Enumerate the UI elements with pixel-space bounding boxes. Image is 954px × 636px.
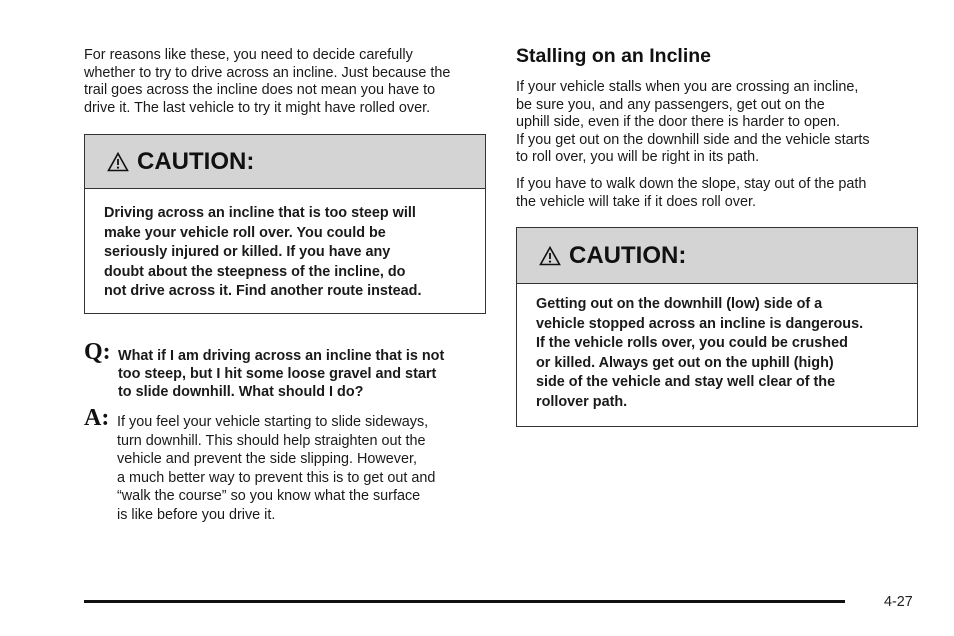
caution-box-downhill-exit — [516, 227, 918, 427]
section-heading: Stalling on an Incline — [516, 45, 712, 67]
answer-marker: A: — [84, 405, 110, 431]
stall-paragraph-2: If you have to walk down the slope, stay out of the path the vehicle will take if it does roll over. — [516, 176, 867, 210]
answer-text: If you feel your vehicle starting to slide sideways, turn downhill. This should help straighten out the vehicle and prevent the side slipping. However, a much better way to prevent this is to get out and “walk the course” so you know what the surface is like before you drive it. — [117, 414, 436, 523]
caution-text: Getting out on the downhill (low) side of a vehicle stopped across an incline is dangerous. If the vehicle rolls over, you could be crushed or killed. Always get out on the uphill (high) side of the vehicle and stay well clear of the rollover path. — [536, 296, 864, 410]
caution-title: CAUTION: — [569, 241, 687, 269]
caution-header — [517, 228, 917, 284]
caution-text: Driving across an incline that is too steep will make your vehicle roll over. You could be seriously injured or killed. If you have any doubt about the steepness of the incline, do not drive across it. Find another route instead. — [104, 205, 422, 299]
warning-triangle-icon — [539, 246, 561, 266]
intro-paragraph: For reasons like these, you need to decide carefully whether to try to drive across an incline. Just because the trail goes across the incline does not mean you have to drive it. The last vehicle to try it might have rolled over. — [84, 47, 451, 116]
footer-rule — [84, 600, 845, 603]
caution-header — [85, 135, 485, 189]
question-marker: Q: — [84, 339, 111, 365]
caution-title: CAUTION: — [137, 147, 255, 175]
question-text: What if I am driving across an incline that is not too steep, but I hit some loose gravel and start to slide downhill. What should I do? — [118, 348, 445, 401]
page-number: 4-27 — [884, 594, 913, 610]
caution-box-steep-incline — [84, 134, 486, 314]
warning-triangle-icon — [107, 152, 129, 172]
stall-paragraph-1: If your vehicle stalls when you are crossing an incline, be sure you, and any passengers, get out on the uphill side, even if the door there is harder to open. If you get out on the downhill side and the vehicle starts to roll over, you will be right in its path. — [516, 79, 870, 166]
